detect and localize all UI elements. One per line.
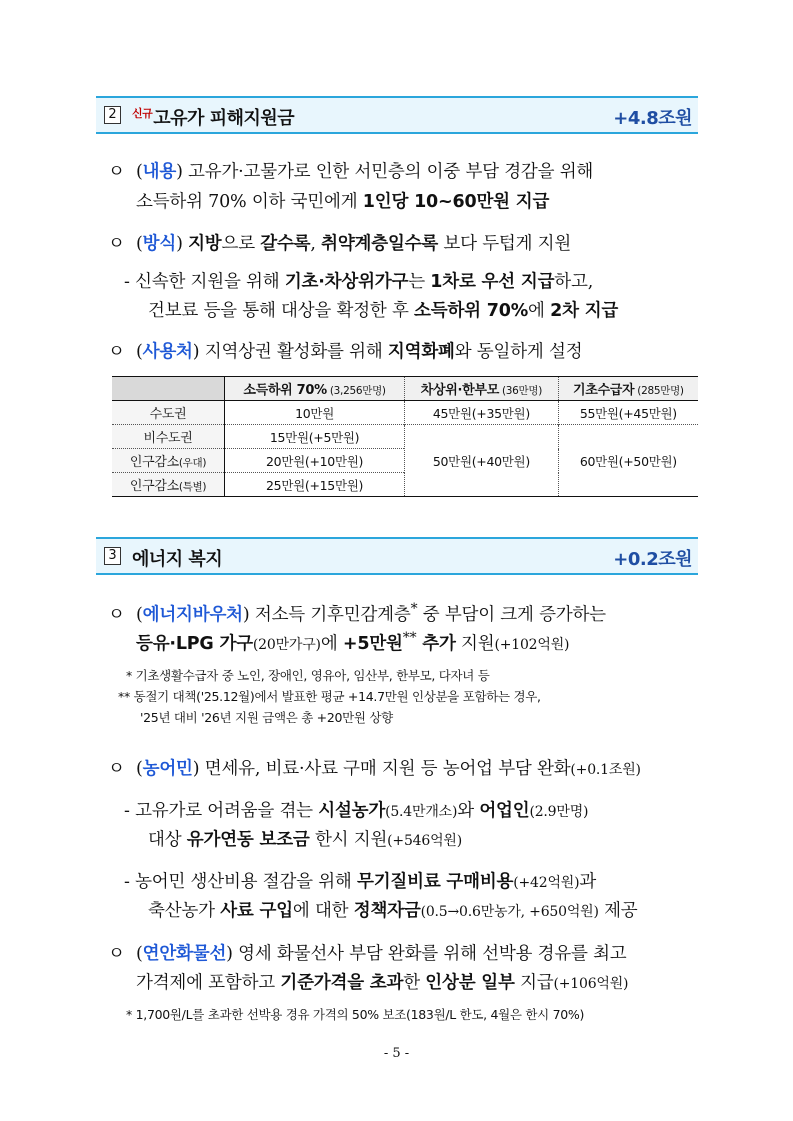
paragraph-farmers-fishers: ㅇ (농어민) 면세유, 비료·사료 구매 지원 등 농어업 부담 완화(+0.1조원) [108, 759, 641, 779]
col-header-near-poor-single-parent: 차상위·한부모 (36만명) [405, 377, 559, 401]
section-header-3 [96, 537, 698, 575]
section-title: $^{신규}$고유가 피해지원금 [132, 107, 295, 129]
table-corner-cell [112, 377, 225, 401]
paragraph-content-line1: ㅇ (내용) 고유가·고물가로 인한 서민층의 이중 부담 경감을 위해 [108, 162, 594, 182]
row-label: 수도권 [112, 401, 225, 425]
section-title: 에너지 복지 [132, 549, 223, 570]
sub-item-payment-line2: 건보료 등을 통해 대상을 확정한 후 소득하위 70%에 2차 지급 [148, 301, 619, 321]
new-tag: 신규 [132, 107, 153, 120]
table-cell-merged: 50만원(+40만원) [405, 425, 559, 497]
table-cell: 20만원(+10만원) [225, 449, 405, 473]
table-row [112, 401, 698, 425]
section-amount: +0.2조원 [613, 549, 692, 570]
footnote: '25년 대비 '26년 지원 금액은 총 +20만원 상향 [140, 710, 393, 725]
support-amount-table [112, 376, 698, 497]
sub-item-fertilizer-line2: 축산농가 사료 구입에 대한 정책자금(0.5→0.6만농가, +650억원) 제공 [148, 901, 638, 921]
paragraph-coastal-cargo-line1: ㅇ (연안화물선) 영세 화물선사 부담 완화를 위해 선박용 경유를 최고 [108, 944, 627, 964]
section-number: 2 [104, 106, 121, 124]
footnote: * 1,700원/L를 초과한 선박용 경유 가격의 50% 보조(183원/L 한도, 4월은 한시 70%) [126, 1007, 585, 1022]
paragraph-usage: ㅇ (사용처) 지역상권 활성화를 위해 지역화폐와 동일하게 설정 [108, 342, 583, 362]
table-cell: 55만원(+45만원) [558, 401, 698, 425]
sub-item-facility-farms-line2: 대상 유가연동 보조금 한시 지원(+546억원) [148, 830, 462, 850]
paragraph-coastal-cargo-line2: 가격제에 포함하고 기준가격을 초과한 인상분 일부 지급(+106억원) [136, 973, 629, 993]
row-label: 비수도권 [112, 425, 225, 449]
footnote: ** 동절기 대책('25.12월)에서 발표한 평균 +14.7만원 인상분을 포함하는 경우, [118, 689, 541, 704]
footnote: * 기초생활수급자 중 노인, 장애인, 영유아, 임산부, 한부모, 다자녀 등 [126, 668, 490, 683]
table-header-row [112, 377, 698, 401]
page-number: - 5 - [383, 1046, 410, 1061]
section-header-2 [96, 96, 698, 134]
sub-item-payment-line1: - 신속한 지원을 위해 기초·차상위가구는 1차로 우선 지급하고, [124, 272, 594, 292]
section-amount: +4.8조원 [613, 108, 692, 129]
table-cell-merged: 60만원(+50만원) [558, 425, 698, 497]
table-cell: 25만원(+15만원) [225, 473, 405, 497]
col-header-basic-recipient: 기초수급자 (285만명) [558, 377, 698, 401]
row-label: 인구감소(특별) [112, 473, 225, 497]
paragraph-content-line2: 소득하위 70% 이하 국민에게 1인당 10~60만원 지급 [136, 192, 550, 212]
paragraph-energy-voucher-line1: ㅇ (에너지바우처) 저소득 기후민감계층* 중 부담이 크게 증가하는 [108, 601, 606, 625]
section-number: 3 [104, 547, 121, 565]
table-cell: 15만원(+5만원) [225, 425, 405, 449]
table-cell: 45만원(+35만원) [405, 401, 559, 425]
row-label: 인구감소(우대) [112, 449, 225, 473]
paragraph-method: ㅇ (방식) 지방으로 갈수록, 취약계층일수록 보다 두텁게 지원 [108, 234, 572, 254]
table-row [112, 425, 698, 449]
sub-item-fertilizer-line1: - 농어민 생산비용 절감을 위해 무기질비료 구매비용(+42억원)과 [124, 872, 597, 892]
sub-item-facility-farms-line1: - 고유가로 어려움을 겪는 시설농가(5.4만개소)와 어업인(2.9만명) [124, 801, 589, 821]
col-header-income-lower-70: 소득하위 70% (3,256만명) [225, 377, 405, 401]
paragraph-energy-voucher-line2: 등유·LPG 가구(20만가구)에 +5만원** 추가 지원(+102억원) [136, 630, 570, 654]
table-cell: 10만원 [225, 401, 405, 425]
